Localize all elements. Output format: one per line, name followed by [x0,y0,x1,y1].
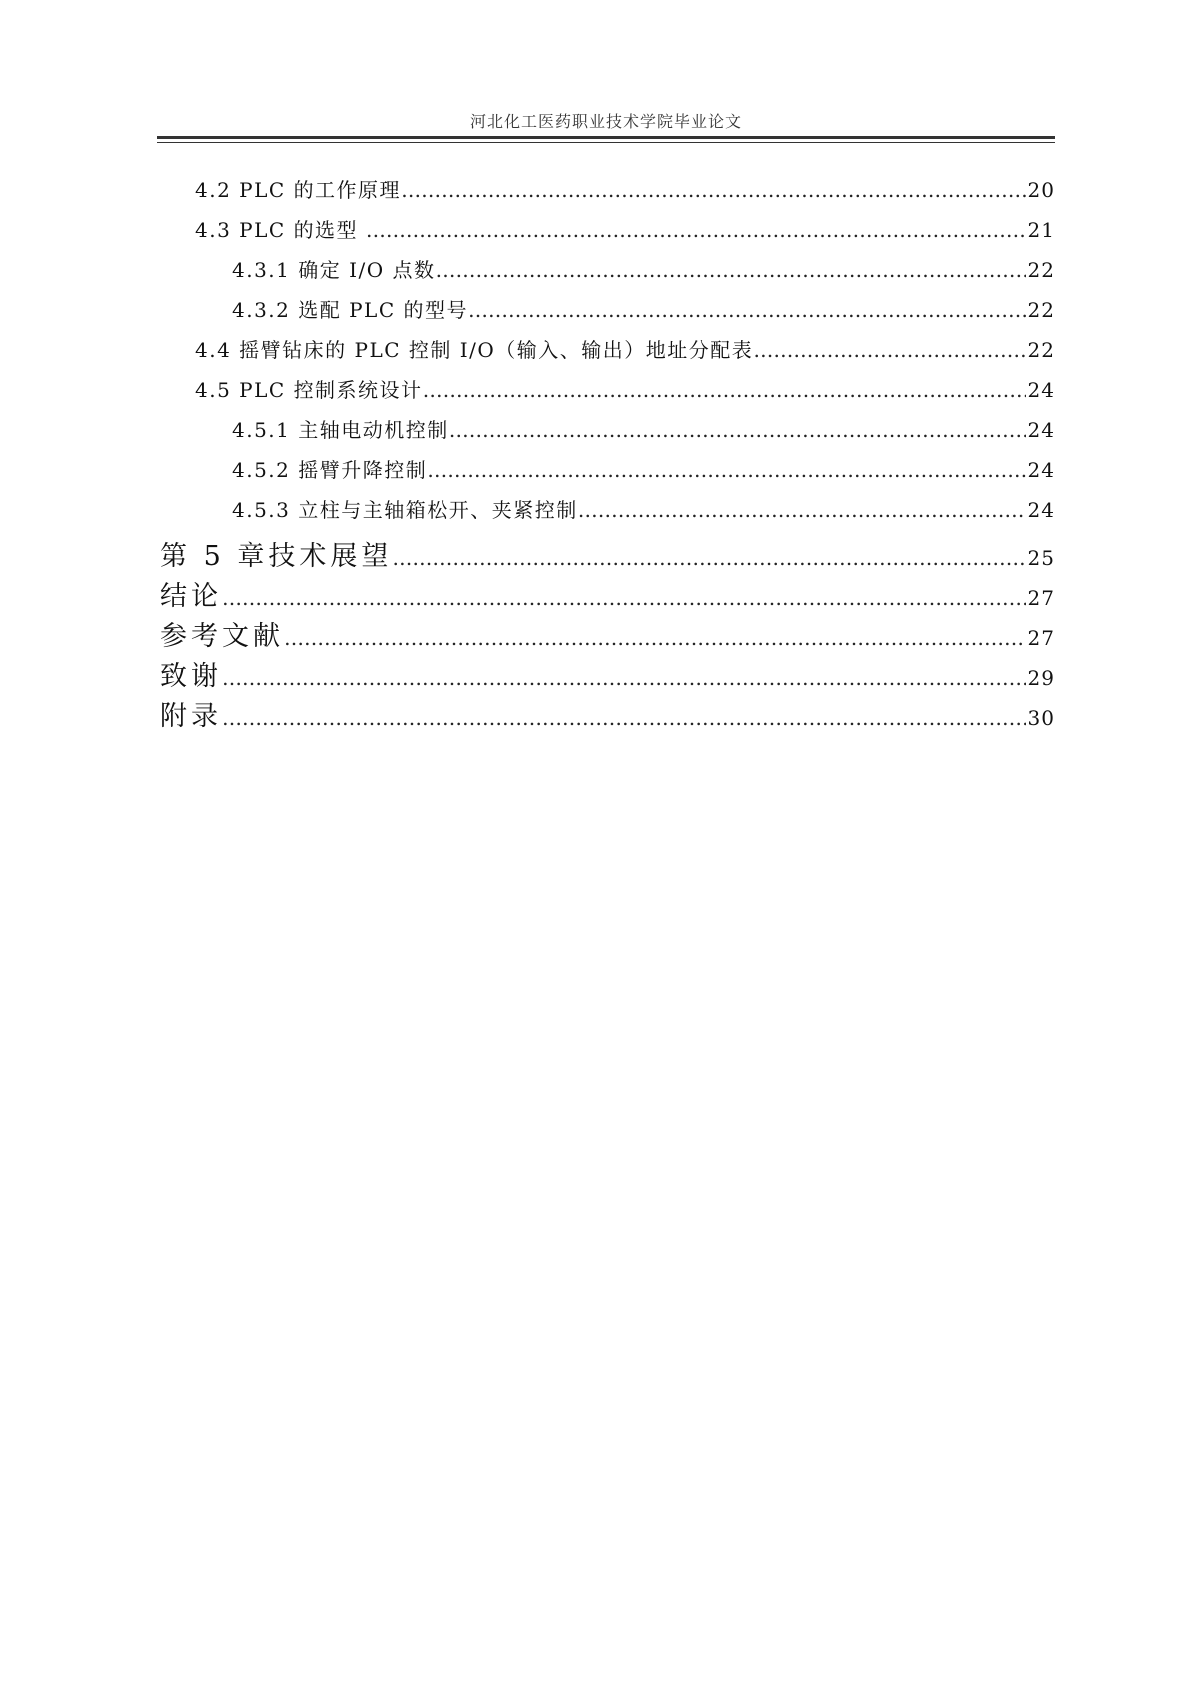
toc-entry-label: 4.4 摇臂钻床的 PLC 控制 I/O（输入、输出）地址分配表 [195,338,754,362]
toc-entry-4-2[interactable] [160,174,1055,214]
toc-page-number: 24 [1027,418,1055,442]
toc-entry-4-4[interactable] [160,334,1055,374]
toc-dot-leader [427,458,1025,482]
toc-dot-leader [578,498,1026,522]
toc-dot-leader [222,586,1026,610]
toc-dot-leader [468,298,1026,322]
toc-entry-label: 4.3 PLC 的选型 [195,218,366,242]
toc-entry-4-3[interactable] [160,214,1055,254]
toc-entry-label: 4.3.2 选配 PLC 的型号 [232,298,469,322]
toc-page-number: 25 [1027,546,1055,570]
table-of-contents [160,174,1055,734]
toc-page-number: 27 [1027,626,1055,650]
toc-page-number: 29 [1027,666,1055,690]
toc-dot-leader [423,378,1026,402]
page-header-title: 河北化工医药职业技术学院毕业论文 [469,112,742,131]
toc-entry-4-3-1[interactable] [160,254,1055,294]
toc-entry-label: 4.5 PLC 控制系统设计 [195,378,423,402]
toc-dot-leader [222,666,1026,690]
toc-dot-leader [366,218,1026,242]
toc-page-number: 22 [1027,258,1055,282]
toc-entry-4-3-2[interactable] [160,294,1055,334]
toc-entry-acknowledgements[interactable] [160,654,1055,694]
toc-entry-references[interactable] [160,614,1055,654]
toc-entry-label: 参考文献 [160,621,284,652]
toc-entry-label: 附录 [160,701,222,732]
header-rule-thin [157,142,1055,143]
toc-entry-4-5-3[interactable] [160,494,1055,534]
toc-dot-leader [392,546,1025,570]
toc-entry-label: 4.3.1 确定 I/O 点数 [232,258,436,282]
toc-entry-4-5[interactable] [160,374,1055,414]
toc-entry-label: 结论 [160,581,222,612]
toc-page-number: 20 [1027,178,1055,202]
toc-dot-leader [401,178,1025,202]
toc-entry-label: 4.5.1 主轴电动机控制 [232,418,449,442]
toc-entry-4-5-1[interactable] [160,414,1055,454]
toc-page-number: 22 [1027,298,1055,322]
toc-dot-leader [753,338,1025,362]
toc-entry-appendix[interactable] [160,694,1055,734]
toc-dot-leader [284,626,1026,650]
toc-dot-leader [222,706,1026,730]
toc-page-number: 27 [1027,586,1055,610]
toc-page-number: 24 [1027,378,1055,402]
toc-entry-label: 4.2 PLC 的工作原理 [195,178,402,202]
toc-entry-label: 致谢 [160,661,222,692]
toc-page-number: 22 [1027,338,1055,362]
toc-entry-chapter-5[interactable] [160,534,1055,574]
toc-page-number: 24 [1027,498,1055,522]
toc-page-number: 30 [1027,706,1055,730]
toc-entry-label: 4.5.2 摇臂升降控制 [232,458,428,482]
toc-entry-conclusion[interactable] [160,574,1055,614]
toc-entry-label: 4.5.3 立柱与主轴箱松开、夹紧控制 [232,498,578,522]
header-rule [157,136,1055,139]
toc-page-number: 24 [1027,458,1055,482]
toc-entry-label: 第 5 章技术展望 [160,541,393,572]
toc-dot-leader [449,418,1026,442]
toc-page-number: 21 [1027,218,1055,242]
toc-dot-leader [436,258,1026,282]
toc-entry-4-5-2[interactable] [160,454,1055,494]
